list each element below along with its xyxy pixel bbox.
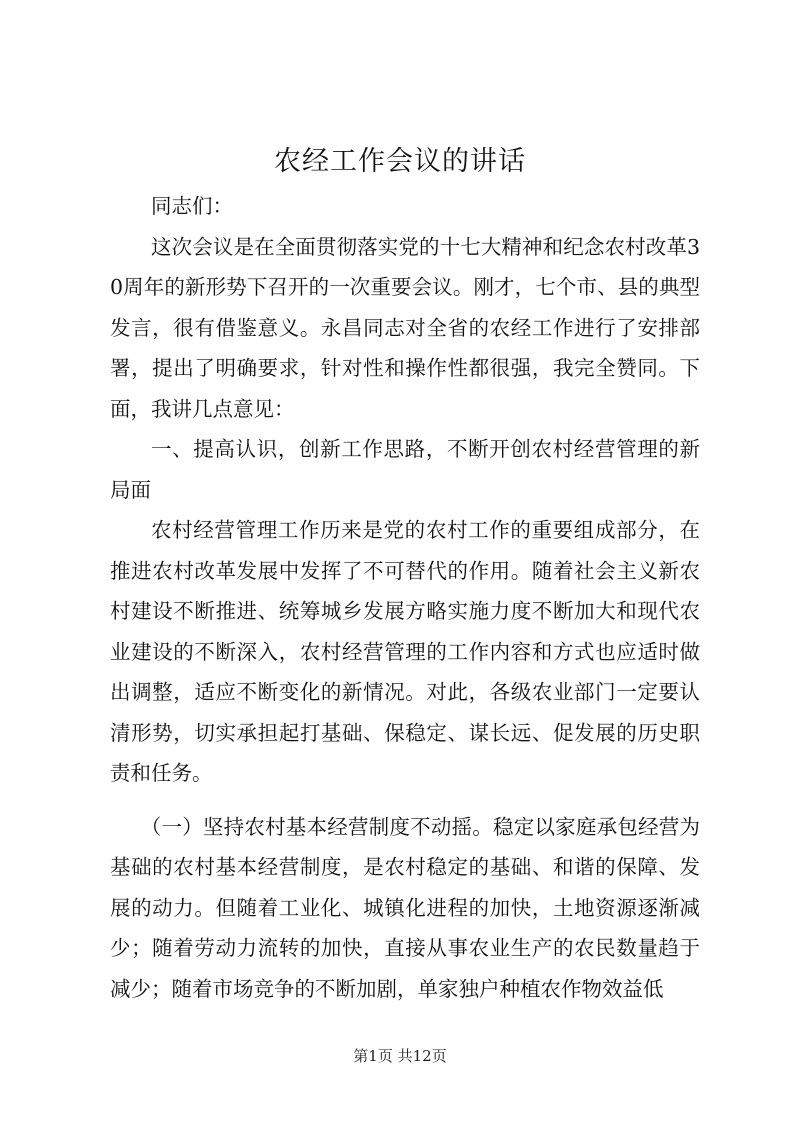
paragraph-body: 农村经营管理工作历来是党的农村工作的重要组成部分，在推进农村改革发展中发挥了不可替代的作用。随着社会主义新农村建设不断推进、统筹城乡发展方略实施力度不断加大和现代农业建设的不断深入，农村经营管理的工作内容和方式也应适时做出调整，适应不断变化的新情况。对此，各级农业部门一定要认清形势，切实承担起打基础、保稳定、谋长远、促发展的历史职责和任务。	[110, 518, 700, 785]
section-heading-1: 一、提高认识，创新工作思路，不断开创农村经营管理的新局面	[110, 437, 700, 502]
paragraph-gap	[110, 794, 700, 807]
salutation: 同志们：	[151, 194, 233, 218]
page-number-footer: 第1页 共12页	[353, 1047, 447, 1065]
document-body	[110, 186, 700, 1009]
page-title: 农经工作会议的讲话	[274, 146, 526, 177]
paragraph-intro: 这次会议是在全面贯彻落实党的十七大精神和纪念农村改革30周年的新形势下召开的一次重要会议。刚才，七个市、县的典型发言，很有借鉴意义。永昌同志对全省的农经工作进行了安排部署，提出了明确要求，针对性和操作性都很强，我完全赞同。下面，我讲几点意见：	[110, 234, 700, 421]
subsection-paragraph-1: （一）坚持农村基本经营制度不动摇。稳定以家庭承包经营为基础的农村基本经营制度，是农村稳定的基础、和谐的保障、发展的动力。但随着工业化、城镇化进程的加快，土地资源逐渐减少；随着劳动力流转的加快，直接从事农业生产的农民数量趋于减少；随着市场竞争的不断加剧，单家独户种植农作物效益低	[110, 814, 700, 1001]
